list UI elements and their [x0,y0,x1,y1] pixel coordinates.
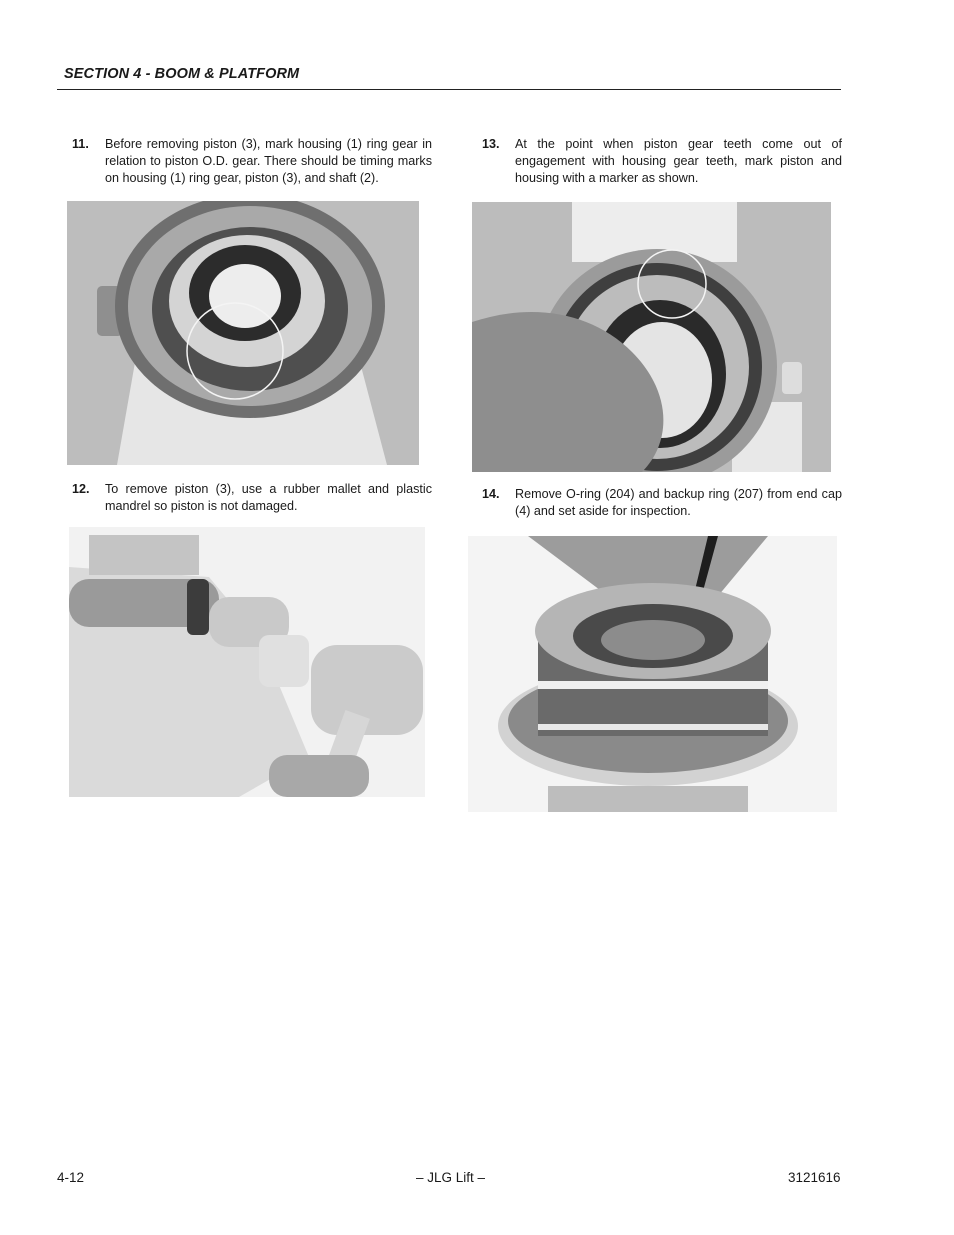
rubber-mallet-image [69,527,425,797]
header-divider [57,89,841,90]
housing-ring-gear-image [67,201,419,465]
step-number: 13. [482,137,500,151]
photo-piston-housing-marks [472,202,831,472]
photo-end-cap-oring [468,536,837,812]
step-14 [482,486,842,522]
step-text: Remove O-ring (204) and backup ring (207) from end cap (4) and set aside for inspection. [515,487,842,518]
step-12 [72,481,432,517]
step-text: To remove piston (3), use a rubber mallet and plastic mandrel so piston is not damaged. [105,482,432,513]
step-number: 11. [72,137,89,151]
page-number: 4-12 [57,1170,85,1185]
step-11 [72,136,432,188]
photo-rubber-mallet [69,527,425,797]
photo-housing-ring-gear [67,201,419,465]
step-text: At the point when piston gear teeth come out of engagement with housing gear teeth, mark piston and housing with a marker as shown. [515,137,842,185]
document-number: 3121616 [788,1170,841,1185]
step-number: 14. [482,487,500,501]
end-cap-oring-image [468,536,837,812]
footer-publisher: – JLG Lift – [416,1170,486,1185]
step-text: Before removing piston (3), mark housing (1) ring gear in relation to piston O.D. gear. There should be timing marks on housing (1) ring gear, piston (3), and shaft (2). [105,137,432,185]
section-title: SECTION 4 - BOOM & PLATFORM [64,66,300,82]
step-13 [482,136,842,188]
piston-housing-marks-image [472,202,831,472]
step-number: 12. [72,482,90,496]
